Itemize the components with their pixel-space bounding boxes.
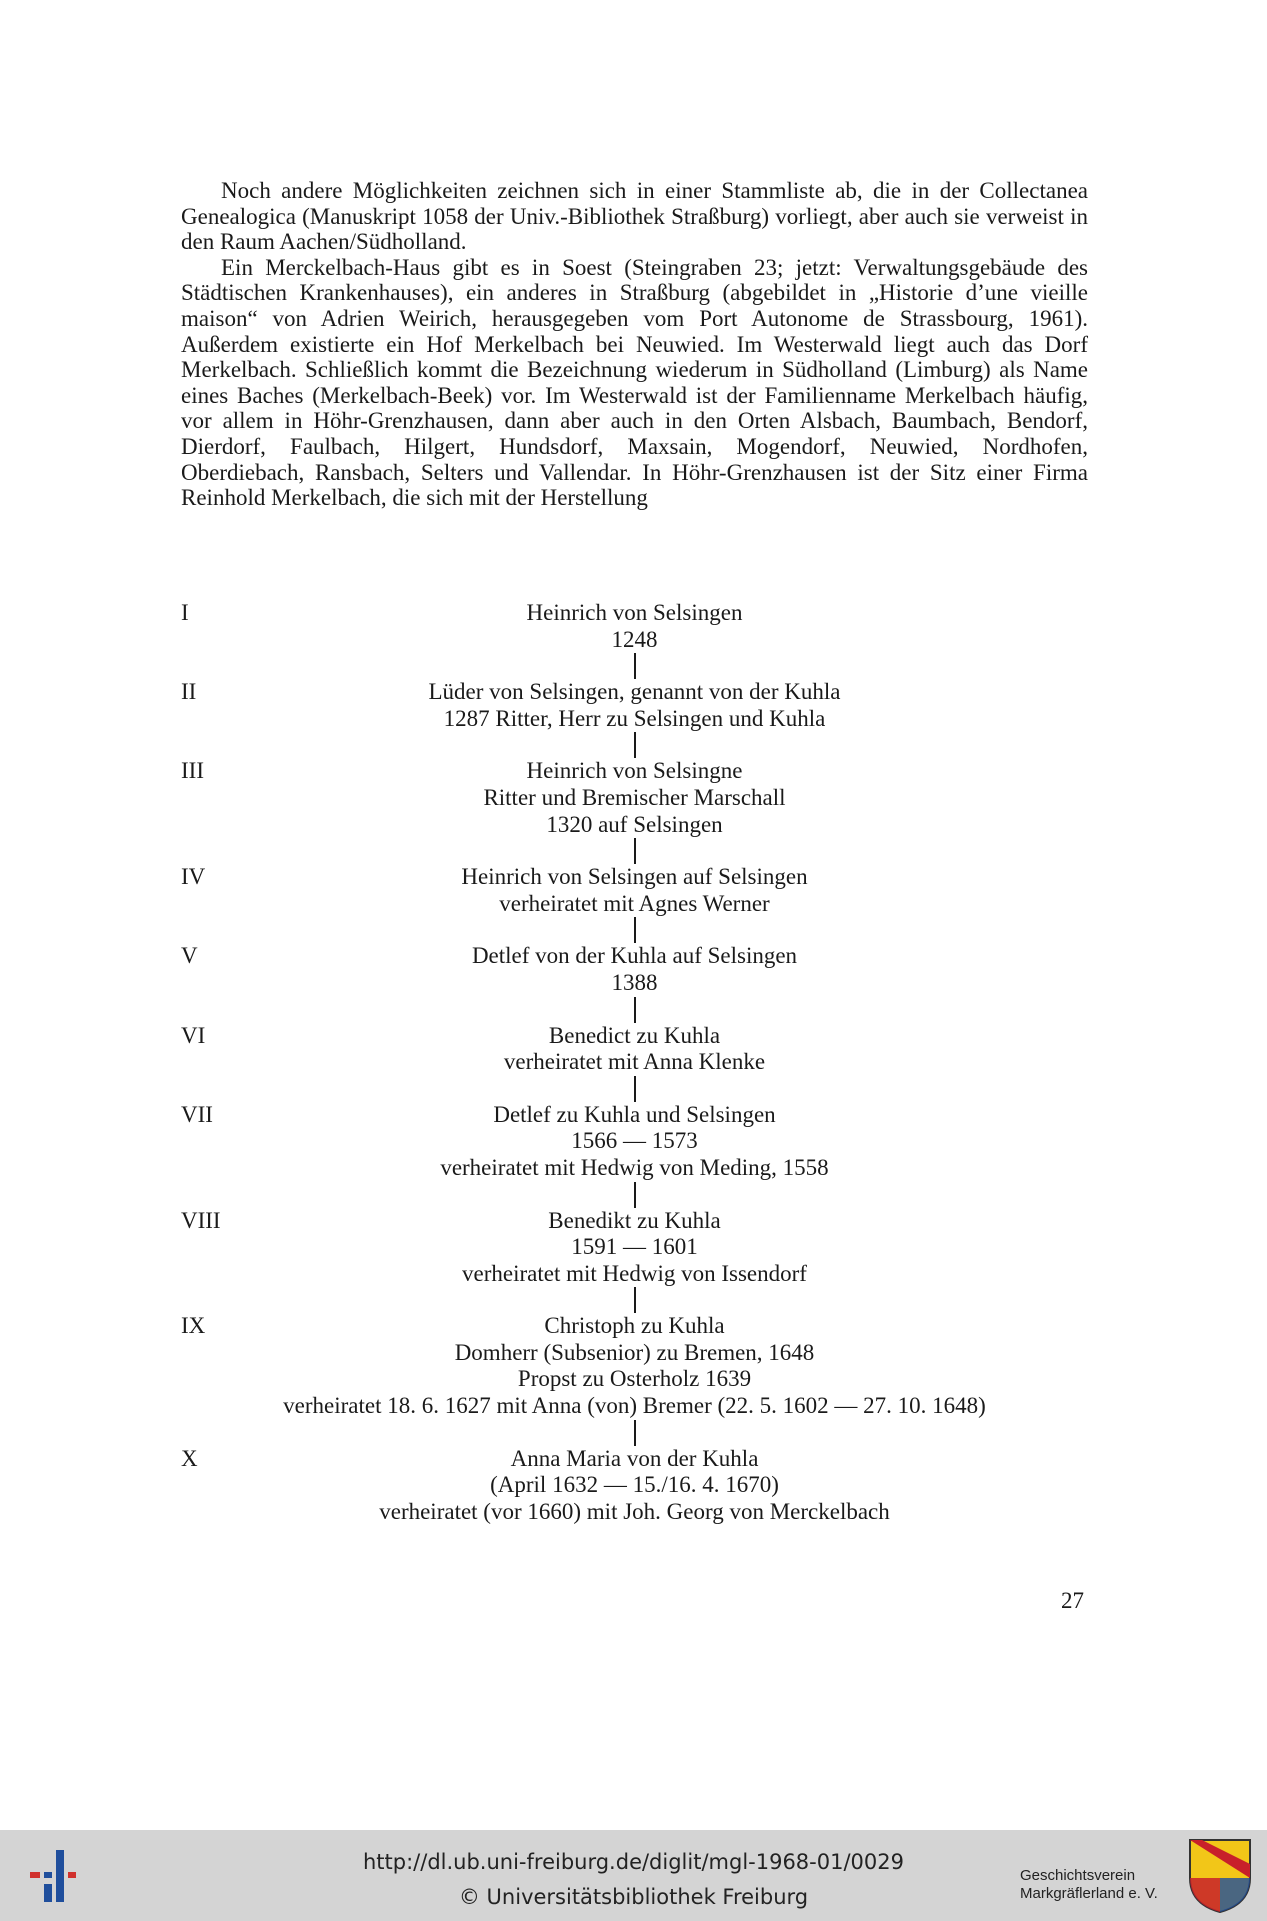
generation-numeral: VII: [181, 1101, 213, 1127]
generation-line: verheiratet mit Anna Klenke: [503, 1049, 766, 1075]
generation-numeral: X: [181, 1445, 198, 1471]
connector-line: [634, 1287, 636, 1313]
generation-lines: [181, 1446, 1088, 1526]
generation-numeral: IV: [181, 864, 206, 890]
generation-entry: [181, 1102, 1088, 1182]
generation-lines: [181, 600, 1088, 653]
generation-numeral: IX: [181, 1313, 206, 1339]
generation-line: Benedikt zu Kuhla: [548, 1207, 721, 1233]
generation-entry: [181, 1023, 1088, 1076]
source-url-link[interactable]: http://dl.ub.uni-freiburg.de/diglit/mgl-1968-01/0029: [362, 1850, 904, 1874]
generation-line: verheiratet (vor 1660) mit Joh. Georg von Merckelbach: [379, 1498, 890, 1524]
generation-line: 1248: [611, 626, 658, 652]
generation-line: Lüder von Selsingen, genannt von der Kuhla: [428, 679, 841, 705]
generation-numeral: V: [181, 943, 198, 969]
connector-line: [634, 732, 636, 758]
connector-line: [634, 917, 636, 943]
connector-line: [634, 653, 636, 679]
generation-entry: [181, 1446, 1088, 1526]
generation-lines: [181, 758, 1088, 838]
generation-line: verheiratet 18. 6. 1627 mit Anna (von) Bremer (22. 5. 1602 — 27. 10. 1648): [283, 1393, 986, 1419]
generation-numeral: I: [181, 600, 189, 625]
generation-entry: [181, 943, 1088, 996]
copyright-text: © Universitätsbibliothek Freiburg: [458, 1885, 809, 1909]
generation-lines: [181, 1313, 1088, 1419]
generation-line: 1591 — 1601: [571, 1234, 698, 1260]
generation-line: Heinrich von Selsingne: [526, 758, 743, 784]
genealogy-tree: [181, 600, 1088, 1525]
generation-line: Ritter und Bremischer Marschall: [483, 784, 786, 810]
generation-line: Christoph zu Kuhla: [544, 1313, 725, 1339]
association-line: Geschichtsverein: [1020, 1867, 1136, 1884]
generation-line: 1320 auf Selsingen: [546, 811, 723, 837]
generation-line: Anna Maria von der Kuhla: [510, 1445, 759, 1471]
association-name: [1020, 1867, 1158, 1903]
generation-entry: [181, 864, 1088, 917]
generation-numeral: II: [181, 679, 197, 705]
generation-entry: [181, 758, 1088, 838]
paragraph: Ein Merckelbach-Haus gibt es in Soest (Steingraben 23; jetzt: Verwaltungsgebäude des Städtischen Krankenhauses), ein anderes in Straßburg (abgebildet in „Historie d’une vieille maison“ von Adrien Weirich, herausgegeben vom Port Autonome de Strassbourg, 1961). Außerdem existierte ein Hof Merkelbach bei Neuwied. Im Westerwald liegt auch das Dorf Merkelbach. Schließlich kommt die Bezeichnung wiederum in Südholland (Limburg) als Name eines Baches (Merkelbach-Beek) vor. Im Westerwald ist der Familienname Merkelbach häufig, vor allem in Höhr-Grenzhausen, dann aber auch in den Orten Alsbach, Baumbach, Bendorf, Dierdorf, Faulbach, Hilgert, Hundsdorf, Maxsain, Mogendorf, Neuwied, Nordhofen, Oberdiebach, Ransbach, Selters und Vallendar. In Höhr-Grenzhausen ist der Sitz einer Firma Reinhold Merkelbach, die sich mit der Herstellung: [181, 254, 1088, 511]
generation-entry: [181, 600, 1088, 653]
connector-line: [634, 997, 636, 1023]
generation-line: verheiratet mit Hedwig von Meding, 1558: [440, 1154, 829, 1180]
generation-lines: [181, 1102, 1088, 1182]
generation-lines: [181, 864, 1088, 917]
generation-lines: [181, 1023, 1088, 1076]
paragraph: Noch andere Möglichkeiten zeichnen sich in einer Stammliste ab, die in der Collectanea Genealogica (Manuskript 1058 der Univ.-Bibliothek Straßburg) vorliegt, aber auch sie verweist in den Raum Aachen/Südholland.: [181, 178, 1088, 255]
generation-entry: [181, 1313, 1088, 1419]
connector-line: [634, 1182, 636, 1208]
coat-of-arms-icon: [1188, 1838, 1252, 1914]
generation-lines: [181, 679, 1088, 732]
generation-line: verheiratet mit Hedwig von Issendorf: [462, 1260, 807, 1286]
generation-line: Heinrich von Selsingen: [526, 600, 743, 625]
connector-line: [634, 1420, 636, 1446]
generation-lines: [181, 943, 1088, 996]
generation-line: 1287 Ritter, Herr zu Selsingen und Kuhla: [443, 705, 826, 731]
generation-line: Detlef von der Kuhla auf Selsingen: [471, 943, 798, 969]
generation-line: 1566 — 1573: [571, 1128, 698, 1154]
generation-entry: [181, 679, 1088, 732]
generation-line: Detlef zu Kuhla und Selsingen: [493, 1101, 776, 1127]
generation-numeral: VI: [181, 1022, 206, 1048]
generation-lines: [181, 1208, 1088, 1288]
generation-numeral: VIII: [181, 1207, 221, 1233]
generation-line: verheiratet mit Agnes Werner: [499, 890, 770, 916]
generation-line: Domherr (Subsenior) zu Bremen, 1648: [454, 1339, 815, 1365]
generation-line: Benedict zu Kuhla: [548, 1022, 721, 1048]
connector-line: [634, 1076, 636, 1102]
generation-line: (April 1632 — 15./16. 4. 1670): [490, 1472, 779, 1498]
page-number: 27: [1061, 1588, 1084, 1613]
footer-bar: [0, 1830, 1267, 1921]
association-line: Markgräflerland e. V.: [1020, 1885, 1158, 1902]
generation-entry: [181, 1208, 1088, 1288]
generation-line: Propst zu Osterholz 1639: [517, 1366, 752, 1392]
generation-line: 1388: [611, 969, 658, 995]
generation-numeral: III: [181, 758, 204, 784]
body-text: [181, 178, 1088, 511]
connector-line: [634, 838, 636, 864]
generation-line: Heinrich von Selsingen auf Selsingen: [461, 864, 808, 890]
